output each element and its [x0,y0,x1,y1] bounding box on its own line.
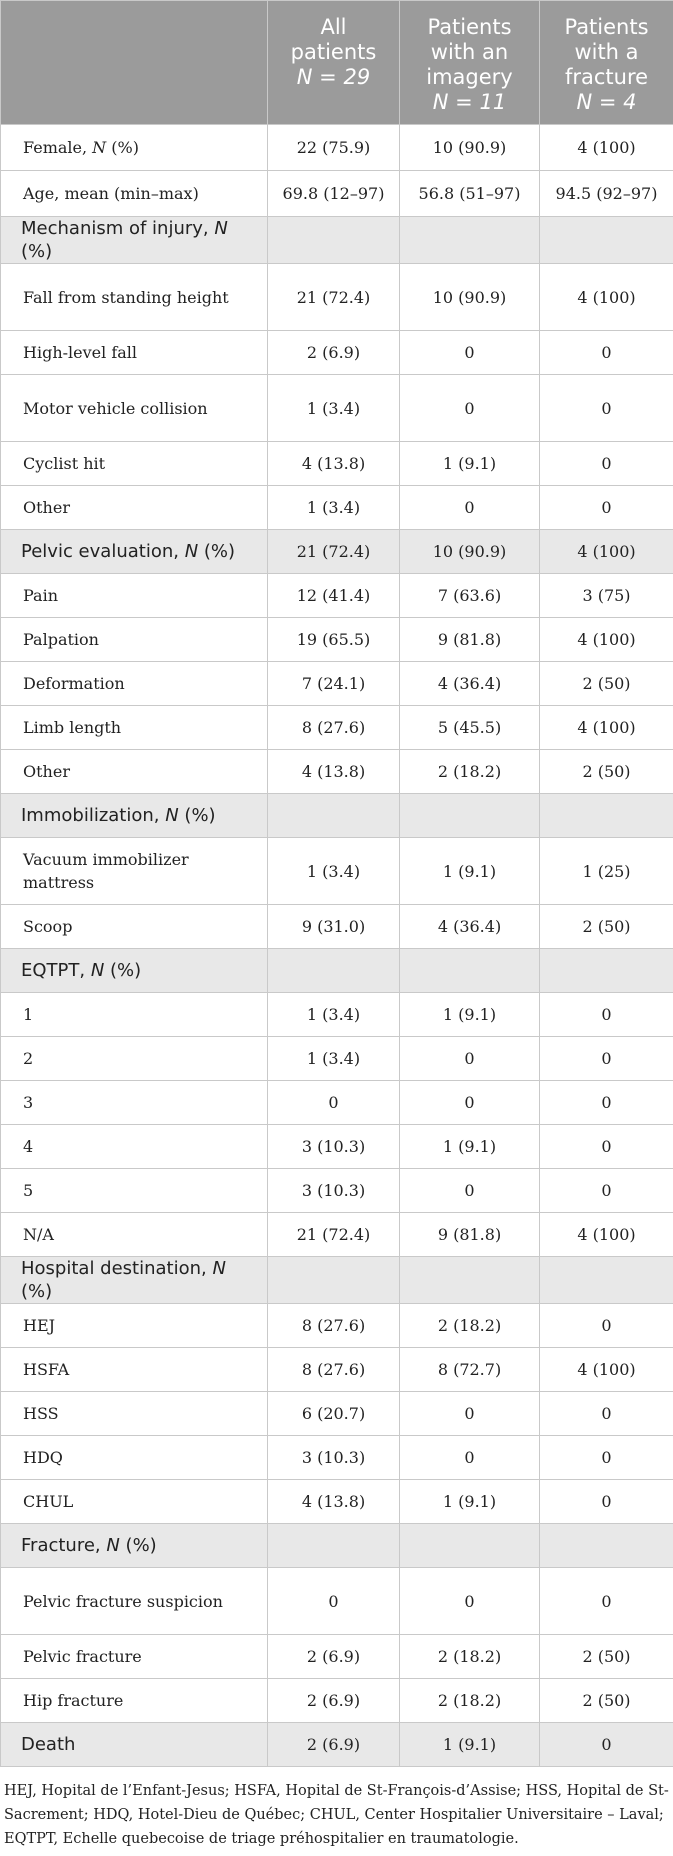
header-n: N = 11 [432,90,507,114]
value-fracture-patients: 4 (100) [540,530,673,574]
row-label-text: Mechanism of injury, [21,218,215,239]
row-label [1,706,268,750]
table-row [1,1304,673,1348]
value-fracture-patients: 3 (75) [540,574,673,618]
value-fracture-patients: 94.5 (92–97) [540,171,673,217]
row-label [1,486,268,530]
table-row [1,993,673,1037]
row-label-text: Pelvic evaluation, [21,541,185,562]
row-label-text: 2 [23,1049,34,1068]
value-imagery-patients [400,217,540,264]
table-row [1,1169,673,1213]
value-fracture-patients [540,949,673,993]
value-fracture-patients: 2 (50) [540,905,673,949]
value-imagery-patients: 2 (18.2) [400,750,540,794]
row-label-text: Pelvic fracture [23,1647,142,1666]
row-label-tail: (%) [21,241,53,262]
value-imagery-patients [400,1524,540,1568]
value-fracture-patients: 0 [540,1436,673,1480]
row-label-text: Age, mean (min–max) [23,184,199,203]
value-all-patients: 21 (72.4) [268,530,400,574]
table-body [1,125,673,1767]
value-fracture-patients: 0 [540,442,673,486]
value-imagery-patients: 0 [400,1392,540,1436]
value-all-patients: 2 (6.9) [268,331,400,375]
value-fracture-patients: 0 [540,1568,673,1635]
value-imagery-patients: 0 [400,375,540,442]
value-fracture-patients: 2 (50) [540,662,673,706]
row-label-text: Vacuum immobilizer mattress [23,850,189,892]
row-label-text: Hospital destination, [21,1258,213,1279]
value-all-patients: 1 (3.4) [268,375,400,442]
row-label [1,1213,268,1257]
table-footnote: HEJ, Hopital de l’Enfant-Jesus; HSFA, Hopital de St-François-d’Assise; HSS, Hopital de St-Sacrement; HDQ, Hotel-Dieu de Québec; CHUL, Center Hospitalier Universitaire – Laval; EQTPT, Echelle quebecoise de triage préhospitalier en traumatologie. [4,1783,669,1847]
row-label [1,331,268,375]
row-label [1,1257,268,1304]
row-label-text: 5 [23,1181,34,1200]
row-label [1,375,268,442]
value-all-patients: 2 (6.9) [268,1723,400,1767]
row-label-text: Hip fracture [23,1691,124,1710]
value-imagery-patients: 0 [400,1081,540,1125]
value-imagery-patients: 0 [400,1169,540,1213]
row-label-text: 4 [23,1137,34,1156]
row-label-text: Deformation [23,674,125,693]
row-label-text: Pelvic fracture suspicion [23,1591,223,1611]
row-label-text: HDQ [23,1448,63,1467]
table-row [1,1037,673,1081]
row-label-italic: N [214,218,228,239]
row-label [1,838,268,905]
header-line: Patients [564,15,649,39]
row-label-tail: (%) [178,805,216,826]
table-row [1,1125,673,1169]
value-imagery-patients: 8 (72.7) [400,1348,540,1392]
value-all-patients: 1 (3.4) [268,993,400,1037]
value-imagery-patients: 1 (9.1) [400,442,540,486]
value-imagery-patients: 10 (90.9) [400,530,540,574]
value-imagery-patients: 0 [400,1037,540,1081]
value-fracture-patients: 4 (100) [540,264,673,331]
table-row [1,750,673,794]
row-label [1,794,268,838]
row-label [1,1635,268,1679]
value-all-patients: 4 (13.8) [268,442,400,486]
value-imagery-patients: 1 (9.1) [400,993,540,1037]
row-label-italic: N [212,1258,226,1279]
value-all-patients: 7 (24.1) [268,662,400,706]
value-fracture-patients: 0 [540,1037,673,1081]
row-label [1,217,268,264]
row-label [1,618,268,662]
header-line: with a [574,40,639,64]
value-all-patients [268,794,400,838]
row-label-text: High-level fall [23,343,138,362]
table-row [1,331,673,375]
row-label [1,1480,268,1524]
header-n: N = 29 [296,65,371,89]
row-label [1,1392,268,1436]
value-imagery-patients: 5 (45.5) [400,706,540,750]
table-row [1,618,673,662]
table-row [1,442,673,486]
value-imagery-patients: 56.8 (51–97) [400,171,540,217]
row-label [1,1037,268,1081]
header-line: imagery [426,65,513,89]
table-row [1,486,673,530]
row-label [1,1081,268,1125]
row-label-text: Palpation [23,630,99,649]
value-all-patients: 8 (27.6) [268,1304,400,1348]
value-fracture-patients: 0 [540,375,673,442]
header-all-patients [268,1,400,125]
header-n: N = 4 [576,90,637,114]
value-imagery-patients: 0 [400,1436,540,1480]
row-label-text: Death [21,1734,76,1755]
row-label-text: HEJ [23,1316,56,1335]
row-label [1,1304,268,1348]
row-label [1,442,268,486]
value-all-patients: 2 (6.9) [268,1635,400,1679]
header-line: fracture [564,65,649,89]
value-fracture-patients [540,1524,673,1568]
table-row [1,905,673,949]
value-all-patients [268,1257,400,1304]
value-imagery-patients: 1 (9.1) [400,1125,540,1169]
value-all-patients: 3 (10.3) [268,1125,400,1169]
value-all-patients [268,949,400,993]
value-all-patients: 0 [268,1081,400,1125]
row-label [1,530,268,574]
value-imagery-patients: 2 (18.2) [400,1679,540,1723]
row-label-text: Female, [23,138,93,157]
value-fracture-patients: 0 [540,1081,673,1125]
value-all-patients [268,1524,400,1568]
table-row [1,171,673,217]
value-all-patients: 1 (3.4) [268,1037,400,1081]
value-imagery-patients: 10 (90.9) [400,125,540,171]
table-row [1,375,673,442]
table-row [1,1436,673,1480]
row-label-text: Scoop [23,917,73,936]
value-fracture-patients: 2 (50) [540,750,673,794]
value-fracture-patients: 4 (100) [540,1348,673,1392]
table-row [1,706,673,750]
value-all-patients: 1 (3.4) [268,838,400,905]
row-label-text: HSS [23,1404,59,1423]
header-line: with an [430,40,509,64]
value-imagery-patients [400,949,540,993]
value-fracture-patients: 0 [540,1480,673,1524]
value-imagery-patients: 0 [400,1568,540,1635]
row-label-text: Other [23,498,70,517]
value-fracture-patients: 4 (100) [540,618,673,662]
value-fracture-patients [540,1257,673,1304]
value-imagery-patients: 0 [400,331,540,375]
value-all-patients: 4 (13.8) [268,1480,400,1524]
value-fracture-patients: 0 [540,1723,673,1767]
row-label-italic: N [90,960,105,981]
row-label [1,1125,268,1169]
table-header-row [1,1,673,125]
table-row [1,1081,673,1125]
row-label-italic: N [165,805,179,826]
table-row [1,1568,673,1635]
value-fracture-patients: 0 [540,1392,673,1436]
value-all-patients: 8 (27.6) [268,1348,400,1392]
value-imagery-patients: 7 (63.6) [400,574,540,618]
value-imagery-patients [400,794,540,838]
header-line: Patients [427,15,512,39]
value-fracture-patients: 0 [540,486,673,530]
value-fracture-patients: 2 (50) [540,1679,673,1723]
row-label-text: Cyclist hit [23,454,106,473]
value-imagery-patients: 4 (36.4) [400,905,540,949]
row-label [1,750,268,794]
section-header-row [1,1524,673,1568]
table-row [1,264,673,331]
row-label [1,1348,268,1392]
value-all-patients: 6 (20.7) [268,1392,400,1436]
row-label-text: Motor vehicle collision [23,398,208,418]
value-fracture-patients: 0 [540,1125,673,1169]
value-fracture-patients: 0 [540,1169,673,1213]
section-header-row [1,217,673,264]
row-label [1,1723,268,1767]
row-label-italic: N [184,541,199,562]
row-label-text: Fall from standing height [23,287,229,307]
row-label-text: N/A [23,1225,54,1244]
value-all-patients: 19 (65.5) [268,618,400,662]
row-label [1,905,268,949]
value-all-patients: 9 (31.0) [268,905,400,949]
value-all-patients: 0 [268,1568,400,1635]
value-all-patients: 4 (13.8) [268,750,400,794]
header-fracture-patients [540,1,673,125]
value-all-patients: 22 (75.9) [268,125,400,171]
value-imagery-patients: 1 (9.1) [400,1723,540,1767]
table-row [1,125,673,171]
row-label-text: Pain [23,586,59,605]
header-blank-cell [1,1,268,125]
row-label-text: Limb length [23,718,122,737]
row-label [1,1568,268,1635]
value-all-patients [268,217,400,264]
value-imagery-patients: 1 (9.1) [400,838,540,905]
section-header-row [1,794,673,838]
row-label [1,949,268,993]
value-fracture-patients: 0 [540,1304,673,1348]
value-imagery-patients: 4 (36.4) [400,662,540,706]
value-fracture-patients: 4 (100) [540,125,673,171]
row-label [1,1679,268,1723]
row-label [1,1436,268,1480]
row-label-tail: (%) [119,1535,157,1556]
row-label-tail: (%) [21,1281,53,1302]
row-label [1,125,268,171]
value-fracture-patients: 1 (25) [540,838,673,905]
value-imagery-patients: 9 (81.8) [400,1213,540,1257]
row-label-text: 1 [23,1005,34,1024]
row-label [1,662,268,706]
section-header-row [1,1723,673,1767]
row-label [1,1169,268,1213]
table-row [1,1348,673,1392]
row-label [1,264,268,331]
table-row [1,1679,673,1723]
value-imagery-patients: 1 (9.1) [400,1480,540,1524]
row-label-text: EQTPT, [21,960,91,981]
value-imagery-patients: 9 (81.8) [400,618,540,662]
row-label-text: 3 [23,1093,34,1112]
value-fracture-patients [540,217,673,264]
table-row [1,1480,673,1524]
row-label-tail: (%) [104,960,142,981]
value-all-patients: 2 (6.9) [268,1679,400,1723]
value-all-patients: 3 (10.3) [268,1436,400,1480]
table-row [1,838,673,905]
table-row [1,574,673,618]
row-label [1,171,268,217]
value-fracture-patients [540,794,673,838]
row-label-italic: N [106,1535,120,1556]
row-label-text: HSFA [23,1360,70,1379]
table-row [1,1392,673,1436]
value-imagery-patients [400,1257,540,1304]
value-fracture-patients: 0 [540,331,673,375]
row-label [1,574,268,618]
value-fracture-patients: 0 [540,993,673,1037]
section-header-row [1,1257,673,1304]
row-label-tail: (%) [106,138,139,157]
value-all-patients: 12 (41.4) [268,574,400,618]
section-header-row [1,530,673,574]
row-label-text: Other [23,762,70,781]
value-all-patients: 8 (27.6) [268,706,400,750]
row-label-text: CHUL [23,1492,74,1511]
row-label-italic: N [92,138,107,157]
table-row [1,1635,673,1679]
value-imagery-patients: 10 (90.9) [400,264,540,331]
value-imagery-patients: 0 [400,486,540,530]
row-label [1,1524,268,1568]
row-label-text: Immobilization, [21,805,166,826]
value-fracture-patients: 2 (50) [540,1635,673,1679]
value-imagery-patients: 2 (18.2) [400,1635,540,1679]
header-line: All [320,15,347,39]
value-all-patients: 21 (72.4) [268,1213,400,1257]
row-label-tail: (%) [198,541,236,562]
header-imagery-patients [400,1,540,125]
value-all-patients: 3 (10.3) [268,1169,400,1213]
row-label-text: Fracture, [21,1535,107,1556]
value-all-patients: 21 (72.4) [268,264,400,331]
table-row [1,662,673,706]
table-row [1,1213,673,1257]
value-all-patients: 69.8 (12–97) [268,171,400,217]
value-fracture-patients: 4 (100) [540,1213,673,1257]
value-imagery-patients: 2 (18.2) [400,1304,540,1348]
row-label [1,993,268,1037]
header-line: patients [290,40,377,64]
section-header-row [1,949,673,993]
value-all-patients: 1 (3.4) [268,486,400,530]
value-fracture-patients: 4 (100) [540,706,673,750]
